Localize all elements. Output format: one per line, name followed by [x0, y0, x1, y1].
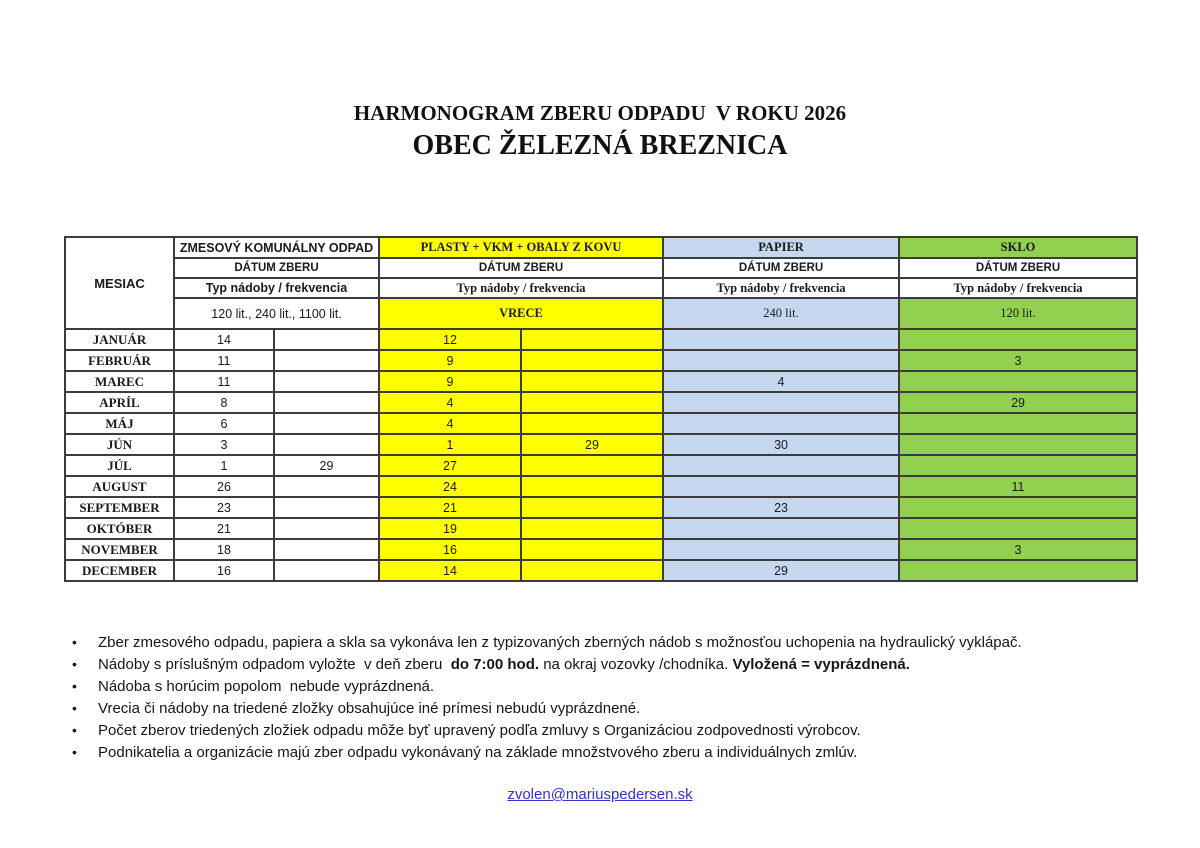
date-cell-zko: 26 [174, 476, 274, 497]
date-cell-plasty [521, 413, 663, 434]
date-cell-papier: 29 [663, 560, 899, 581]
month-cell: APRÍL [65, 392, 174, 413]
date-cell-plasty: 27 [379, 455, 521, 476]
date-cell-zko [274, 476, 379, 497]
typ-nadoby-header-zko: Typ nádoby / frekvencia [174, 278, 379, 298]
month-cell: MÁJ [65, 413, 174, 434]
note-item [66, 678, 1156, 695]
bullet-icon: • [72, 678, 77, 694]
table-row [65, 560, 1137, 581]
email-link[interactable]: zvolen@mariuspedersen.sk [507, 786, 693, 803]
datum-zberu-header-zko: DÁTUM ZBERU [174, 258, 379, 278]
schedule-table-body [65, 329, 1137, 581]
datum-zberu-header-papier: DÁTUM ZBERU [663, 258, 899, 278]
container-type-sklo: 120 lit. [899, 298, 1137, 329]
date-cell-papier: 30 [663, 434, 899, 455]
date-cell-papier [663, 413, 899, 434]
bullet-icon: • [72, 700, 77, 716]
date-cell-plasty: 12 [379, 329, 521, 350]
date-cell-sklo [899, 434, 1137, 455]
group-header-plasty: PLASTY + VKM + OBALY Z KOVU [379, 237, 663, 258]
table-row [65, 371, 1137, 392]
date-cell-sklo [899, 455, 1137, 476]
date-cell-sklo: 3 [899, 350, 1137, 371]
schedule-table-wrapper [64, 236, 1138, 582]
date-cell-plasty [521, 539, 663, 560]
date-cell-plasty: 4 [379, 413, 521, 434]
date-cell-zko: 16 [174, 560, 274, 581]
date-cell-zko: 23 [174, 497, 274, 518]
date-cell-plasty [521, 560, 663, 581]
date-cell-sklo [899, 413, 1137, 434]
month-column-header: MESIAC [65, 237, 174, 329]
container-type-papier: 240 lit. [663, 298, 899, 329]
date-cell-plasty: 4 [379, 392, 521, 413]
date-cell-papier [663, 518, 899, 539]
typ-nadoby-header-plasty: Typ nádoby / frekvencia [379, 278, 663, 298]
datum-zberu-header-plasty: DÁTUM ZBERU [379, 258, 663, 278]
notes-list [66, 634, 1156, 766]
date-cell-sklo: 11 [899, 476, 1137, 497]
date-cell-zko: 8 [174, 392, 274, 413]
date-cell-plasty: 19 [379, 518, 521, 539]
schedule-table [64, 236, 1138, 582]
table-row [65, 413, 1137, 434]
date-cell-plasty: 24 [379, 476, 521, 497]
month-cell: MAREC [65, 371, 174, 392]
date-cell-sklo [899, 371, 1137, 392]
month-cell: JANUÁR [65, 329, 174, 350]
date-cell-zko: 18 [174, 539, 274, 560]
footer [0, 786, 1200, 804]
table-row [65, 434, 1137, 455]
date-cell-zko [274, 497, 379, 518]
month-cell: NOVEMBER [65, 539, 174, 560]
month-cell: AUGUST [65, 476, 174, 497]
table-row [65, 329, 1137, 350]
date-cell-zko [274, 413, 379, 434]
note-item [66, 634, 1156, 651]
note-text: Nádoby s príslušným odpadom vyložte v deň zberu do 7:00 hod. na okraj vozovky /chodníka. Vyložená = vyprázdnená. [98, 656, 910, 673]
bullet-icon: • [72, 656, 77, 672]
note-item [66, 722, 1156, 739]
month-cell: JÚN [65, 434, 174, 455]
date-cell-plasty [521, 455, 663, 476]
date-cell-sklo [899, 560, 1137, 581]
date-cell-plasty: 9 [379, 371, 521, 392]
group-header-sklo: SKLO [899, 237, 1137, 258]
note-text: Podnikatelia a organizácie majú zber odpadu vykonávaný na základe množstvového zberu a individuálnych zmlúv. [98, 744, 858, 761]
group-header-papier: PAPIER [663, 237, 899, 258]
typ-nadoby-header-sklo: Typ nádoby / frekvencia [899, 278, 1137, 298]
date-cell-sklo: 29 [899, 392, 1137, 413]
note-text: Počet zberov triedených zložiek odpadu môže byť upravený podľa zmluvy s Organizáciou zodpovednosti výrobcov. [98, 722, 861, 739]
date-cell-zko [274, 560, 379, 581]
date-cell-plasty: 21 [379, 497, 521, 518]
date-cell-zko [274, 434, 379, 455]
date-cell-zko [274, 392, 379, 413]
date-cell-zko [274, 539, 379, 560]
table-row [65, 392, 1137, 413]
date-cell-papier [663, 392, 899, 413]
note-item [66, 656, 1156, 673]
date-cell-papier [663, 455, 899, 476]
month-cell: JÚL [65, 455, 174, 476]
date-cell-papier [663, 476, 899, 497]
date-cell-papier [663, 539, 899, 560]
table-row [65, 539, 1137, 560]
note-item [66, 744, 1156, 761]
date-cell-zko: 1 [174, 455, 274, 476]
date-cell-zko: 3 [174, 434, 274, 455]
date-cell-zko [274, 371, 379, 392]
date-cell-plasty: 14 [379, 560, 521, 581]
bullet-icon: • [72, 744, 77, 760]
date-cell-zko [274, 329, 379, 350]
container-type-zko: 120 lit., 240 lit., 1100 lit. [174, 298, 379, 329]
date-cell-zko: 29 [274, 455, 379, 476]
date-cell-sklo: 3 [899, 539, 1137, 560]
month-cell: SEPTEMBER [65, 497, 174, 518]
date-cell-plasty [521, 392, 663, 413]
note-item [66, 700, 1156, 717]
group-header-zko: ZMESOVÝ KOMUNÁLNY ODPAD [174, 237, 379, 258]
table-row [65, 518, 1137, 539]
typ-nadoby-header-papier: Typ nádoby / frekvencia [663, 278, 899, 298]
date-cell-plasty: 9 [379, 350, 521, 371]
note-text: Nádoba s horúcim popolom nebude vyprázdnená. [98, 678, 435, 695]
date-cell-sklo [899, 497, 1137, 518]
date-cell-zko [274, 350, 379, 371]
table-row [65, 350, 1137, 371]
date-cell-zko: 6 [174, 413, 274, 434]
date-cell-plasty [521, 371, 663, 392]
note-text: Zber zmesového odpadu, papiera a skla sa vykonáva len z typizovaných zberných nádob s možnosťou uchopenia na hydraulický vyklápač. [98, 634, 1022, 651]
table-row [65, 476, 1137, 497]
bullet-icon: • [72, 634, 77, 650]
date-cell-plasty [521, 329, 663, 350]
date-cell-zko [274, 518, 379, 539]
date-cell-papier [663, 350, 899, 371]
container-type-plasty: VRECE [379, 298, 663, 329]
date-cell-sklo [899, 329, 1137, 350]
page-title: HARMONOGRAM ZBERU ODPADU V ROKU 2026 [353, 101, 847, 125]
month-cell: OKTÓBER [65, 518, 174, 539]
date-cell-plasty [521, 518, 663, 539]
page-subtitle: OBEC ŽELEZNÁ BREZNICA [412, 130, 788, 161]
date-cell-zko: 21 [174, 518, 274, 539]
date-cell-zko: 14 [174, 329, 274, 350]
table-row [65, 497, 1137, 518]
datum-zberu-header-sklo: DÁTUM ZBERU [899, 258, 1137, 278]
date-cell-papier [663, 329, 899, 350]
date-cell-zko: 11 [174, 350, 274, 371]
note-text: Vrecia či nádoby na triedené zložky obsahujúce iné prímesi nebudú vyprázdnené. [98, 700, 641, 717]
date-cell-plasty [521, 350, 663, 371]
date-cell-papier: 4 [663, 371, 899, 392]
date-cell-plasty: 1 [379, 434, 521, 455]
date-cell-zko: 11 [174, 371, 274, 392]
date-cell-sklo [899, 518, 1137, 539]
month-cell: FEBRUÁR [65, 350, 174, 371]
date-cell-plasty: 16 [379, 539, 521, 560]
date-cell-plasty [521, 476, 663, 497]
date-cell-papier: 23 [663, 497, 899, 518]
month-cell: DECEMBER [65, 560, 174, 581]
date-cell-plasty: 29 [521, 434, 663, 455]
date-cell-plasty [521, 497, 663, 518]
bullet-icon: • [72, 722, 77, 738]
table-row [65, 455, 1137, 476]
